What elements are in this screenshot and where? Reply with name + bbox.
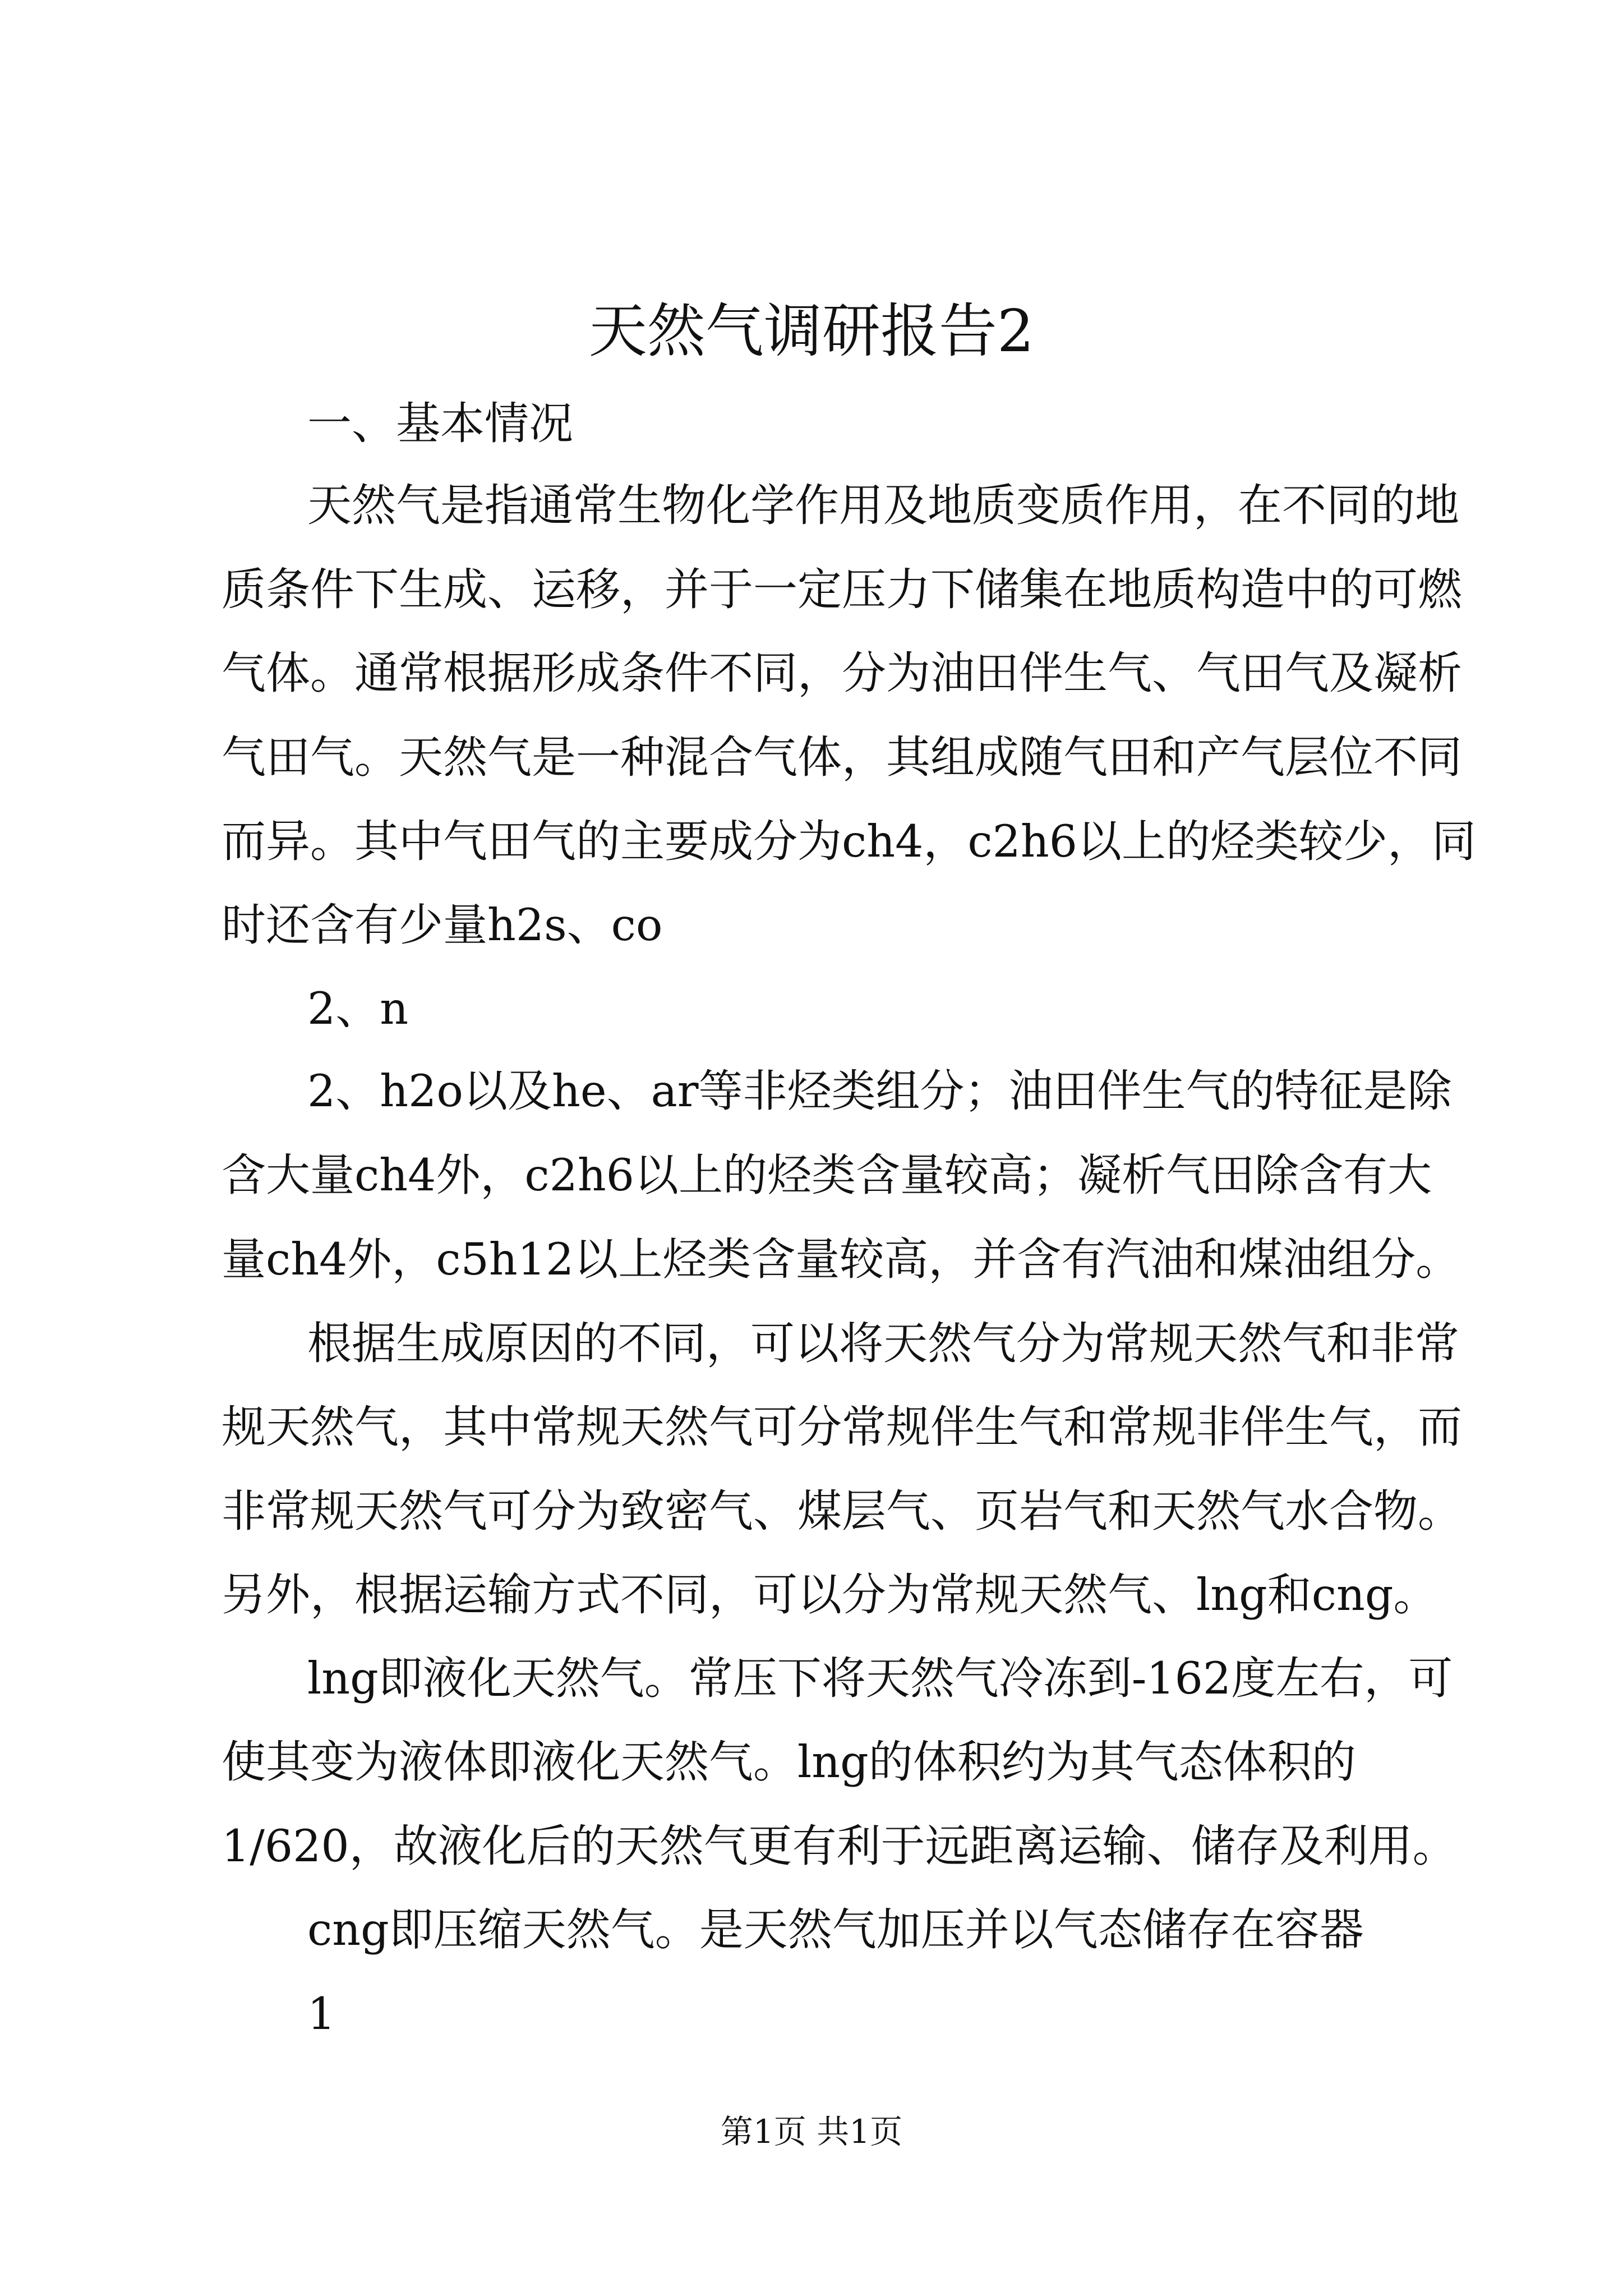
paragraph-line: 天然气是指通常生物化学作用及地质变质作用，在不同的地 xyxy=(307,480,1459,531)
document-title: 天然气调研报告2 xyxy=(588,297,1035,365)
inline-page-number: 1 xyxy=(307,1988,336,2040)
paragraph-line: 规天然气，其中常规天然气可分常规伴生气和常规非伴生气，而 xyxy=(222,1401,1462,1453)
paragraph-line: 2、n xyxy=(307,983,409,1034)
paragraph-line: 使其变为液体即液化天然气。lng的体积约为其气态体积的 xyxy=(222,1736,1356,1788)
paragraph-line: cng即压缩天然气。是天然气加压并以气态储存在容器 xyxy=(307,1904,1364,1955)
paragraph-line: 气体。通常根据形成条件不同，分为油田伴生气、气田气及凝析 xyxy=(222,647,1462,699)
paragraph-line: 时还含有少量h2s、co xyxy=(222,899,663,951)
paragraph-line: 1/620，故液化后的天然气更有利于远距离运输、储存及利用。 xyxy=(222,1820,1457,1872)
paragraph-line: 质条件下生成、运移，并于一定压力下储集在地质构造中的可燃 xyxy=(222,564,1462,615)
paragraph-line: 气田气。天然气是一种混合气体，其组成随气田和产气层位不同 xyxy=(222,731,1462,783)
section-heading: 一、基本情况 xyxy=(307,398,573,449)
page-footer: 第1页 共1页 xyxy=(720,2113,903,2151)
paragraph-line: 根据生成原因的不同，可以将天然气分为常规天然气和非常 xyxy=(307,1318,1459,1369)
paragraph-line: 而异。其中气田气的主要成分为ch4，c2h6以上的烃类较少，同 xyxy=(222,816,1477,867)
paragraph-line: 含大量ch4外，c2h6以上的烃类含量较高；凝析气田除含有大 xyxy=(222,1149,1432,1201)
paragraph-line: 2、h2o以及he、ar等非烃类组分；油田伴生气的特征是除 xyxy=(307,1065,1452,1117)
paragraph-line: 量ch4外，c5h12以上烃类含量较高，并含有汽油和煤油组分。 xyxy=(222,1234,1460,1285)
paragraph-line: lng即液化天然气。常压下将天然气冷冻到-162度左右，可 xyxy=(307,1653,1453,1704)
paragraph-line: 非常规天然气可分为致密气、煤层气、页岩气和天然气水合物。 xyxy=(222,1485,1462,1537)
paragraph-line: 另外，根据运输方式不同，可以分为常规天然气、lng和cng。 xyxy=(222,1569,1438,1621)
